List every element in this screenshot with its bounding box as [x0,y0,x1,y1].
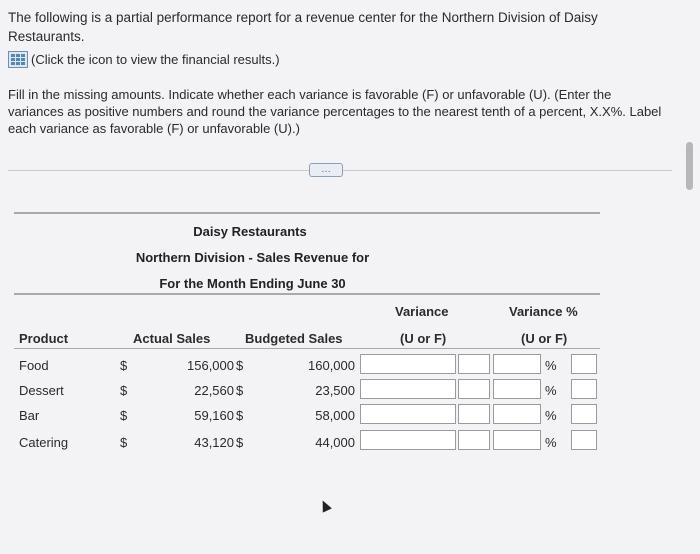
instructions-text: Fill in the missing amounts. Indicate whether each variance is favorable (F) or unfavorable (U). (Enter the variances as positive numbers and round the variance percentages to the nearest tenth of a percent, X.X%. Label each variance as favorable (F) or unfavorable (U).) [8,87,662,136]
variance-amount-input-food[interactable] [360,354,456,374]
product-header: Product [19,331,69,346]
report-subtitle: Northern Division - Sales Revenue for [135,250,370,265]
report-period: For the Month Ending June 30 [159,276,346,291]
dollar-sign: $ [236,383,244,398]
variance-pct-label-input-catering[interactable] [571,430,597,450]
variance-label-input-food[interactable] [458,354,490,374]
actual-bar: 59,160 [194,408,234,423]
report-title: Daisy Restaurants [193,224,307,239]
expand-more-button[interactable]: … [309,163,343,177]
variance-pct-label-input-food[interactable] [571,354,597,374]
dollar-sign: $ [120,408,128,423]
variance-pct-subheader: (U or F) [521,331,568,346]
percent-sign: % [545,383,557,398]
variance-pct-label-input-bar[interactable] [571,404,597,424]
dollar-sign: $ [120,358,128,373]
variance-amount-input-catering[interactable] [360,430,456,450]
mouse-cursor-icon [318,498,332,512]
actual-food: 156,000 [187,358,234,373]
variance-pct-input-bar[interactable] [493,404,541,424]
variance-label-input-catering[interactable] [458,430,490,450]
dollar-sign: $ [120,435,128,450]
intro-text: The following is a partial performance report for a revenue center for the Northern Division of Daisy Restaurants. [8,10,598,44]
variance-label-input-dessert[interactable] [458,379,490,399]
dollar-sign: $ [236,358,244,373]
variance-pct-header: Variance % [509,304,578,319]
budgeted-food: 160,000 [308,358,355,373]
budgeted-bar: 58,000 [315,408,355,423]
report-top-rule [14,212,600,214]
product-catering: Catering [19,435,69,450]
actual-catering: 43,120 [194,435,234,450]
dollar-sign: $ [236,408,244,423]
percent-sign: % [545,435,557,450]
product-food: Food [19,358,49,373]
variance-amount-input-dessert[interactable] [360,379,456,399]
variance-label-input-bar[interactable] [458,404,490,424]
click-icon-text: (Click the icon to view the financial results.) [31,52,280,67]
product-dessert: Dessert [19,383,64,398]
variance-subheader: (U or F) [400,331,447,346]
budgeted-dessert: 23,500 [315,383,355,398]
dollar-sign: $ [236,435,244,450]
variance-pct-input-catering[interactable] [493,430,541,450]
view-financials-link[interactable] [8,51,280,68]
variance-header: Variance [395,304,449,319]
percent-sign: % [545,408,557,423]
product-bar: Bar [19,408,40,423]
table-icon[interactable] [8,51,28,68]
column-header-rule [14,348,600,349]
variance-pct-label-input-dessert[interactable] [571,379,597,399]
budgeted-sales-header: Budgeted Sales [245,331,343,346]
percent-sign: % [545,358,557,373]
variance-pct-input-dessert[interactable] [493,379,541,399]
actual-dessert: 22,560 [194,383,234,398]
report-header-rule [14,293,600,295]
variance-pct-input-food[interactable] [493,354,541,374]
budgeted-catering: 44,000 [315,435,355,450]
variance-amount-input-bar[interactable] [360,404,456,424]
actual-sales-header: Actual Sales [133,331,211,346]
scrollbar-thumb[interactable] [686,142,693,190]
dollar-sign: $ [120,383,128,398]
